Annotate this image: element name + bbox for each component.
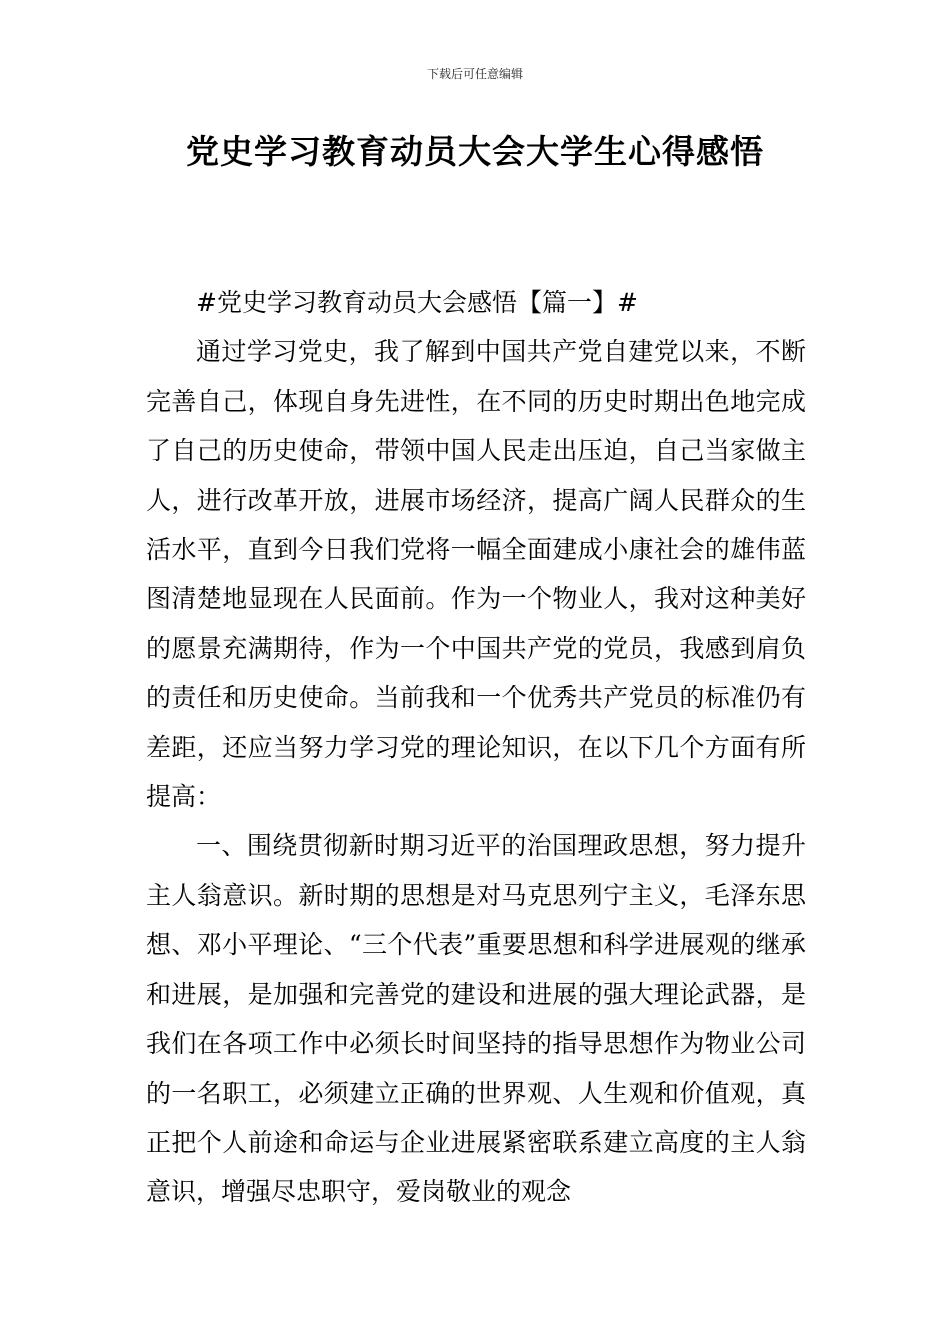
paragraph-point-one: 一、围绕贯彻新时期习近平的治国理政思想，努力提升主人翁意识。新时期的思想是对马克思列宁主义，毛泽东思想、邓小平理论、“三个代表”重要思想和科学进展观的继承和进展，是加强和完善党的建设和进展的强大理论武器，是我们在各项工作中必须长时间坚持的指导思想作为物业公司的一名职工，必须建立正确的世界观、人生观和价值观，真正把个人前途和命运与企业进展紧密联系建立高度的主人翁意识，增强尽忠职守，爱岗敬业的观念 xyxy=(146,831,806,1207)
document-title: 党史学习教育动员大会大学生心得感悟 xyxy=(186,132,764,171)
section-heading: #党史学习教育动员大会感悟【篇一】# xyxy=(196,288,638,317)
header-note: 下载后可任意编辑 xyxy=(426,67,523,81)
paragraph-intro: 通过学习党史，我了解到中国共产党自建党以来，不断完善自己，体现自身先进性，在不同的历史时期出色地完成了自己的历史使命，带领中国人民走出压迫，自己当家做主人，进行改革开放，进展市场经济，提高广阔人民群众的生活水平，直到今日我们党将一幅全面建成小康社会的雄伟蓝图清楚地显现在人民面前。作为一个物业人，我对这种美好的愿景充满期待，作为一个中国共产党的党员，我感到肩负的责任和历史使命。当前我和一个优秀共产党员的标准仍有差距，还应当努力学习党的理论知识，在以下几个方面有所提高： xyxy=(146,337,806,812)
document-body xyxy=(146,278,806,1217)
